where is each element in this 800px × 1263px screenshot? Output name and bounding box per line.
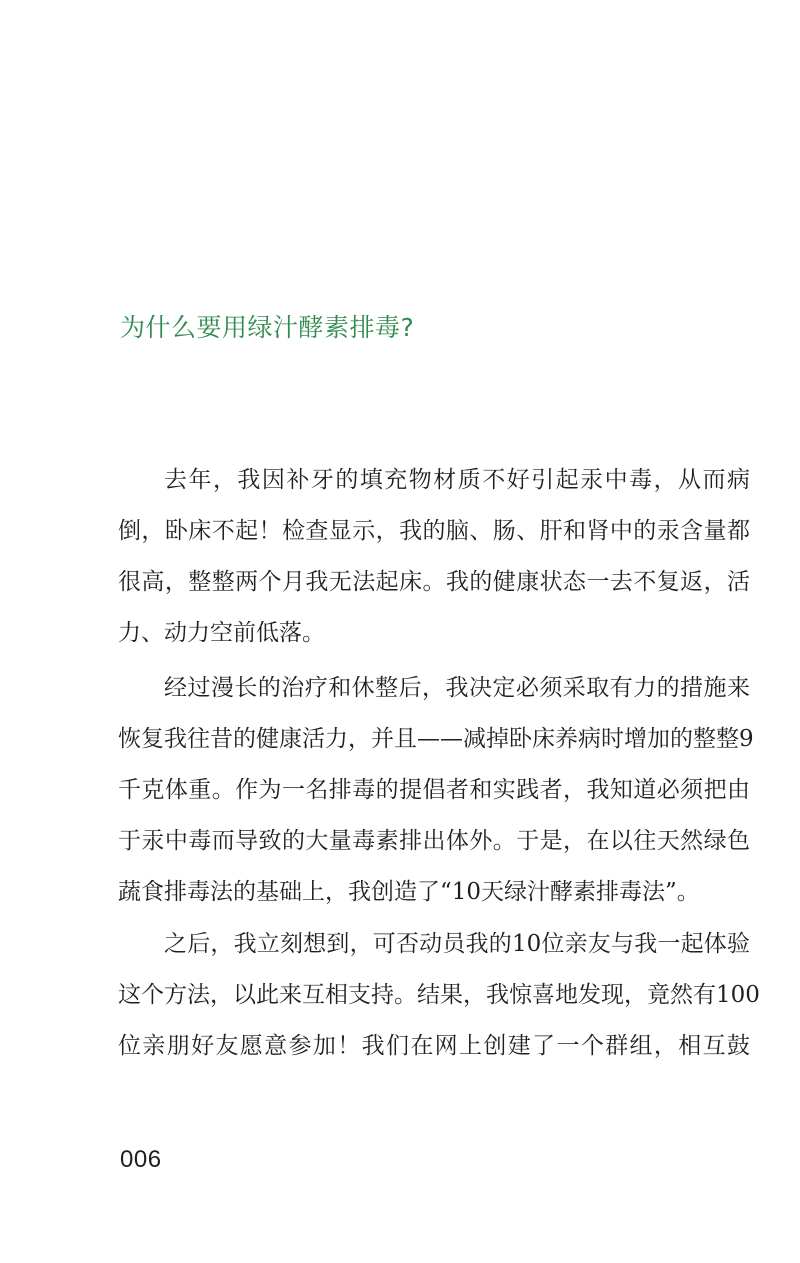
section-heading: 为什么要用绿汁酵素排毒? xyxy=(120,313,415,342)
text-line: 很高，整整两个月我无法起床。我的健康状态一去不复返，活 xyxy=(118,569,750,595)
text-line: 之后，我立刻想到，可否动员我的10位亲友与我一起体验 xyxy=(164,931,750,957)
text-line: 这个方法，以此来互相支持。结果，我惊喜地发现，竟然有100 xyxy=(118,982,760,1008)
text-line: 千克体重。作为一名排毒的提倡者和实践者，我知道必须把由 xyxy=(118,777,750,803)
text-line: 于汞中毒而导致的大量毒素排出体外。于是，在以往天然绿色 xyxy=(118,828,750,854)
paragraph-3 xyxy=(118,919,760,1072)
paragraph-1 xyxy=(118,455,750,659)
text-line: 去年，我因补牙的填充物材质不好引起汞中毒，从而病 xyxy=(164,467,750,493)
text-line: 位亲朋好友愿意参加！我们在网上创建了一个群组，相互鼓 xyxy=(118,1033,750,1059)
paragraph-2 xyxy=(118,663,754,918)
text-line: 经过漫长的治疗和休整后，我决定必须采取有力的措施来 xyxy=(164,675,750,701)
text-line: 力、动力空前低落。 xyxy=(118,620,325,646)
text-line: 恢复我往昔的健康活力，并且——减掉卧床养病时增加的整整9 xyxy=(118,726,754,752)
page-number: 006 xyxy=(120,1146,162,1173)
text-line: 倒，卧床不起！检查显示，我的脑、肠、肝和肾中的汞含量都 xyxy=(118,518,750,544)
text-line: 蔬食排毒法的基础上，我创造了“10天绿汁酵素排毒法”。 xyxy=(118,879,700,905)
